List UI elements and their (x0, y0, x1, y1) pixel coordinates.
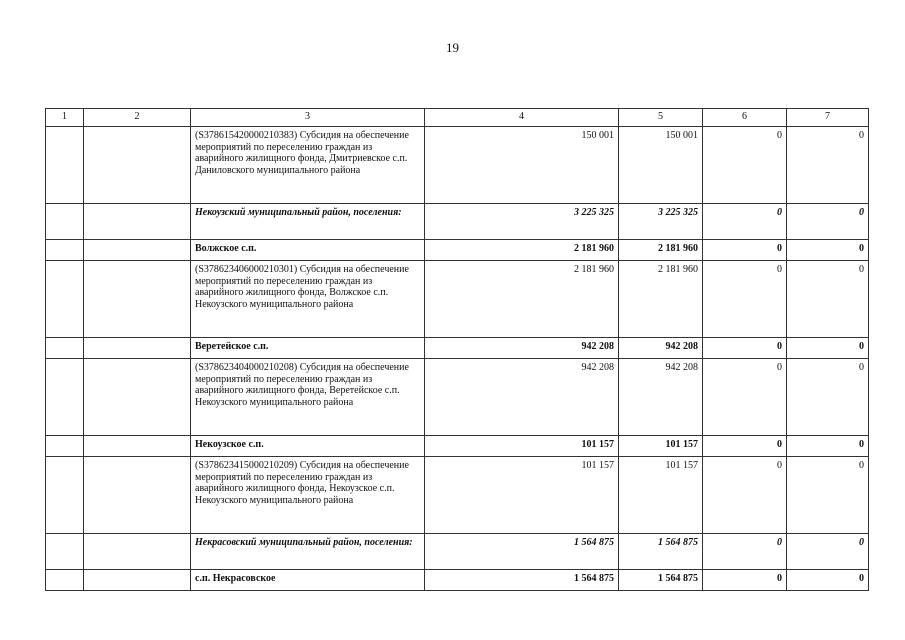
column-number: 6 (703, 109, 787, 127)
cell-amount-col6: 0 (703, 534, 787, 570)
cell-amount-col4: 942 208 (425, 359, 619, 436)
table-row-detail (46, 127, 869, 204)
row-description: Некоузский муниципальный район, поселения: (191, 204, 425, 240)
column-number: 7 (787, 109, 869, 127)
column-number-row (46, 109, 869, 127)
cell-col1 (46, 338, 84, 359)
cell-amount-col7: 0 (787, 127, 869, 204)
cell-amount-col4: 1 564 875 (425, 534, 619, 570)
cell-col2 (84, 436, 191, 457)
cell-amount-col5: 942 208 (619, 338, 703, 359)
cell-amount-col6: 0 (703, 127, 787, 204)
table-row-settlement (46, 240, 869, 261)
cell-amount-col7: 0 (787, 570, 869, 591)
cell-col2 (84, 240, 191, 261)
cell-col2 (84, 204, 191, 240)
cell-col1 (46, 261, 84, 338)
cell-amount-col5: 101 157 (619, 457, 703, 534)
cell-amount-col4: 2 181 960 (425, 261, 619, 338)
cell-amount-col5: 2 181 960 (619, 261, 703, 338)
row-description: Волжское с.п. (191, 240, 425, 261)
table-row-region (46, 534, 869, 570)
row-description: (S378623404000210208) Субсидия на обеспечение мероприятий по переселению граждан из аварийного жилищного фонда, Веретейское с.п. Некоузского муниципального района (191, 359, 425, 436)
cell-amount-col6: 0 (703, 457, 787, 534)
cell-amount-col5: 1 564 875 (619, 570, 703, 591)
budget-table (45, 108, 869, 591)
cell-amount-col7: 0 (787, 359, 869, 436)
cell-amount-col7: 0 (787, 436, 869, 457)
cell-col1 (46, 534, 84, 570)
column-number: 3 (191, 109, 425, 127)
table-row-settlement (46, 570, 869, 591)
cell-col1 (46, 457, 84, 534)
row-description: с.п. Некрасовское (191, 570, 425, 591)
column-number: 1 (46, 109, 84, 127)
cell-amount-col7: 0 (787, 204, 869, 240)
table-row-detail (46, 261, 869, 338)
row-description: (S378623415000210209) Субсидия на обеспечение мероприятий по переселению граждан из аварийного жилищного фонда, Некоузское с.п. Некоузского муниципального района (191, 457, 425, 534)
cell-amount-col7: 0 (787, 534, 869, 570)
cell-col2 (84, 359, 191, 436)
table-row-settlement (46, 338, 869, 359)
cell-col1 (46, 570, 84, 591)
cell-amount-col7: 0 (787, 338, 869, 359)
column-number: 5 (619, 109, 703, 127)
cell-amount-col7: 0 (787, 261, 869, 338)
table-row-detail (46, 359, 869, 436)
cell-amount-col5: 3 225 325 (619, 204, 703, 240)
row-description: (S378615420000210383) Субсидия на обеспечение мероприятий по переселению граждан из аварийного жилищного фонда, Дмитриевское с.п. Даниловского муниципального района (191, 127, 425, 204)
cell-amount-col6: 0 (703, 338, 787, 359)
cell-amount-col5: 942 208 (619, 359, 703, 436)
cell-amount-col6: 0 (703, 570, 787, 591)
cell-amount-col6: 0 (703, 204, 787, 240)
cell-amount-col4: 101 157 (425, 457, 619, 534)
row-description: Веретейское с.п. (191, 338, 425, 359)
column-number: 4 (425, 109, 619, 127)
column-number: 2 (84, 109, 191, 127)
cell-amount-col6: 0 (703, 436, 787, 457)
cell-amount-col4: 150 001 (425, 127, 619, 204)
cell-amount-col6: 0 (703, 359, 787, 436)
cell-amount-col4: 1 564 875 (425, 570, 619, 591)
cell-amount-col7: 0 (787, 457, 869, 534)
cell-col1 (46, 359, 84, 436)
cell-col2 (84, 457, 191, 534)
cell-amount-col5: 150 001 (619, 127, 703, 204)
cell-col1 (46, 127, 84, 204)
cell-col2 (84, 338, 191, 359)
cell-amount-col6: 0 (703, 240, 787, 261)
cell-col2 (84, 127, 191, 204)
cell-amount-col4: 2 181 960 (425, 240, 619, 261)
cell-col2 (84, 261, 191, 338)
row-description: Некрасовский муниципальный район, поселения: (191, 534, 425, 570)
cell-col2 (84, 534, 191, 570)
table-row-region (46, 204, 869, 240)
table-row-settlement (46, 436, 869, 457)
cell-amount-col4: 3 225 325 (425, 204, 619, 240)
page-number: 19 (446, 40, 459, 55)
cell-amount-col5: 1 564 875 (619, 534, 703, 570)
cell-amount-col6: 0 (703, 261, 787, 338)
cell-amount-col5: 2 181 960 (619, 240, 703, 261)
cell-amount-col4: 942 208 (425, 338, 619, 359)
row-description: Некоузское с.п. (191, 436, 425, 457)
cell-col1 (46, 436, 84, 457)
cell-amount-col7: 0 (787, 240, 869, 261)
cell-amount-col4: 101 157 (425, 436, 619, 457)
table-row-detail (46, 457, 869, 534)
cell-col1 (46, 240, 84, 261)
cell-col2 (84, 570, 191, 591)
cell-col1 (46, 204, 84, 240)
row-description: (S378623406000210301) Субсидия на обеспечение мероприятий по переселению граждан из аварийного жилищного фонда, Волжское с.п. Некоузского муниципального района (191, 261, 425, 338)
cell-amount-col5: 101 157 (619, 436, 703, 457)
